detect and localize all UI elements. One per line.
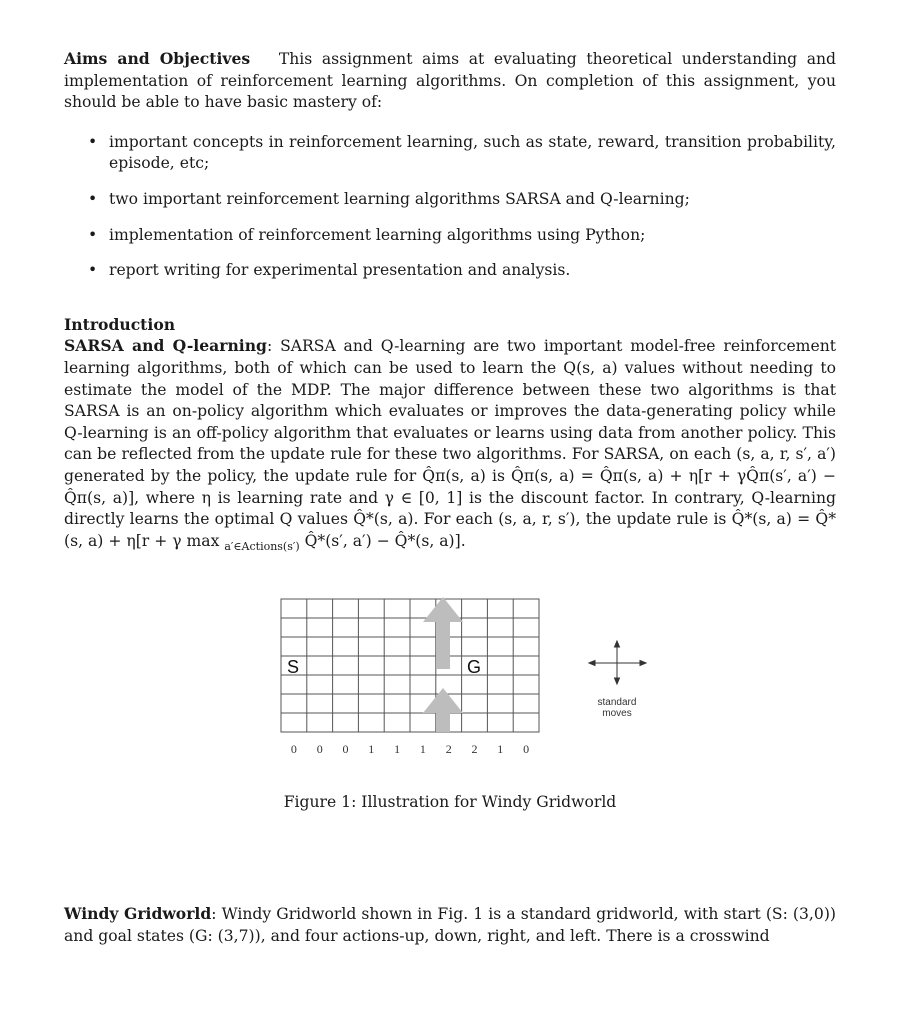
document-page	[64, 48, 836, 948]
wind-value: 0	[523, 742, 530, 757]
max-subscript: a′∈Actions(s′)	[224, 539, 300, 553]
wind-value: 1	[419, 742, 426, 757]
standard-moves-label-line1: standard	[597, 697, 637, 709]
sarsa-paragraph: SARSA and Q-learning: SARSA and Q-learning are two important model-free reinforcement learning algorithms, both of which can be used to learn the Q(s, a) values without needing to estimate the model of the MDP. The major difference between these two algorithms is that SARSA is an on-policy algorithm which evaluates or improves the data-generating policy while Q-learning is an off-policy algorithm that evaluates or learns using data from another policy. This can be reflected from the update rule for these two algorithms. For SARSA, on each (s, a, r, s′, a′) generated by the policy, the update rule for Q̂π(s, a) is Q̂π(s, a) = Q̂π(s, a) + η[r + γQ̂π(s′, a′) − Q̂π(s, a)], where η is learning rate and γ ∈ [0, 1] is the discount factor. In contrary, Q-learning directly learns the optimal Q values Q̂*(s, a). For each (s, a, r, s′), the update rule is Q̂*(s, a) = Q̂*(s, a) + η[r + γ max $_{a'\in Actions(s')}$ Q̂*(s′, a′) − Q̂*(s, a)].	[64, 336, 836, 553]
standard-moves-label-line2: moves	[602, 708, 632, 720]
bullet-icon: •	[88, 225, 98, 244]
wind-value: 0	[316, 742, 323, 757]
wind-values	[291, 742, 529, 756]
figure-caption: Figure 1: Illustration for Windy Gridworld	[283, 793, 617, 812]
gridworld-diagram	[64, 585, 836, 825]
wind-value: 2	[445, 742, 452, 757]
wind-value: 1	[368, 742, 375, 757]
start-label: S	[287, 657, 300, 678]
bullet-icon: •	[88, 261, 98, 280]
windy-heading: Windy Gridworld	[64, 904, 212, 924]
bullet-icon: •	[88, 132, 98, 151]
introduction-heading: Introduction	[64, 314, 176, 334]
sarsa-text: SARSA and Q-learning are two important model-free reinforcement learning algorithms, both of which can be used to learn the Q(s, a) values without needing to estimate the model of the MDP. The major difference between these two algorithms is that SARSA is an on-policy algorithm which evaluates or improves the data-generating policy while Q-learning is an off-policy algorithm that evaluates or learns using data from another policy. This can be reflected from the update rule for these two algorithms. For SARSA, on each (s, a, r, s′, a′) generated by the policy, the update rule for Q̂π(s, a) is Q̂π(s, a) = Q̂π(s, a) + η[r + γQ̂π(s′, a′) − Q̂π(s, a)], where η is learning rate and γ ∈ [0, 1] is the discount factor. In contrary, Q-learning directly learns the optimal Q values Q̂*(s, a). For each (s, a, r, s′), the update rule is Q̂*(s, a) = Q̂*(s, a) + η[r + γ max	[64, 337, 836, 550]
windy-text: Windy Gridworld shown in Fig. 1 is a standard gridworld, with start (S: (3,0)) and goal states (G: (3,7)), and four actions-up, down, right, and left. There is a crosswind	[64, 905, 836, 945]
list-item: • two important reinforcement learning algorithms SARSA and Q-learning;	[64, 189, 836, 211]
aims-paragraph	[64, 48, 836, 114]
aims-text: This assignment aims at evaluating theoretical understanding and implementation of reinforcement learning algorithms. On completion of this assignment, you should be able to have basic mastery of:	[64, 50, 837, 112]
wind-value: 2	[471, 742, 478, 757]
sarsa-heading: SARSA and Q-learning	[64, 336, 267, 356]
wind-value: 1	[394, 742, 401, 757]
goal-label: G	[467, 657, 482, 678]
bullet-icon: •	[88, 189, 98, 208]
grid-lines	[281, 599, 539, 732]
list-item: • report writing for experimental presentation and analysis.	[64, 260, 836, 282]
list-item: • implementation of reinforcement learning algorithms using Python;	[64, 225, 836, 247]
wind-value: 0	[290, 742, 297, 757]
windy-gridworld-figure	[64, 585, 836, 857]
standard-moves-cross-icon	[589, 641, 646, 684]
aims-heading: Aims and Objectives	[64, 49, 251, 68]
wind-arrow-top-icon	[423, 597, 463, 669]
objectives-list	[64, 132, 836, 282]
wind-value: 0	[342, 742, 349, 757]
wind-value: 1	[497, 742, 504, 757]
list-item: • important concepts in reinforcement learning, such as state, reward, transition probability, episode, etc;	[88, 132, 836, 173]
sarsa-text-tail: Q̂*(s′, a′) − Q̂*(s, a)].	[304, 531, 466, 550]
windy-gridworld-paragraph: Windy Gridworld: Windy Gridworld shown in Fig. 1 is a standard gridworld, with start (S: (3,0)) and goal states (G: (3,7)), and four actions-up, down, right, and left. There is a crosswind	[64, 904, 836, 945]
wind-arrow-bottom-icon	[423, 688, 463, 732]
